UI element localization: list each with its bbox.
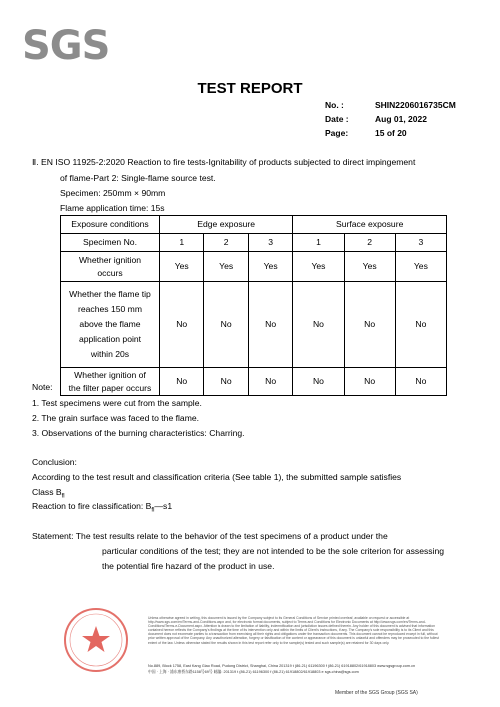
specimen-num: 1	[293, 234, 344, 252]
statement-line: particular conditions of the test; they are not intended to be the sole criterion for assessing	[102, 546, 445, 556]
specimen-num: 3	[395, 234, 446, 252]
section-heading: Ⅱ. EN ISO 11925-2:2020 Reaction to fire tests-Ignitability of products subjected to direct impingement	[32, 157, 416, 167]
report-meta	[325, 98, 456, 140]
footer-address-cn: 中国 · 上海 · 浦东康桥东路1158号69号 邮编: 201319 t (86-21) 61196300 f (86-21) 61918802/61918803 e sgs.china@sgs.com	[148, 670, 359, 674]
page-title: TEST REPORT	[197, 80, 303, 97]
footer-address-en: No.889, Block 1758, East Kang Giao Road, Pudong District, Shanghai, China 201319 t (86-21) 61196300 f (86-21) 61918802/61918803 www.sgsgroup.com.cn	[148, 664, 416, 668]
footer-member: Member of the SGS Group (SGS SA)	[335, 690, 418, 696]
note-item: 2. The grain surface was faced to the flame.	[32, 413, 200, 423]
header-surface: Surface exposure	[293, 216, 447, 234]
header-edge: Edge exposure	[160, 216, 293, 234]
row-label-flame-tip: Whether the flame tip reaches 150 mm above the flame application point within 20s	[61, 282, 160, 368]
header-conditions: Exposure conditions	[61, 216, 160, 234]
table-cell: No	[293, 368, 344, 396]
row-label-filter-paper: Whether ignition of the filter paper occurs	[61, 368, 160, 396]
conclusion-title: Conclusion:	[32, 457, 77, 467]
specimen-num: 1	[160, 234, 204, 252]
report-date-value: Aug 01, 2022	[375, 114, 427, 124]
note-item: 3. Observations of the burning characteristics: Charring.	[32, 428, 245, 438]
table-cell: No	[344, 368, 395, 396]
table-row	[61, 282, 447, 368]
statement-line: Statement: The test results relate to the behavior of the test specimens of a product under the	[32, 531, 388, 541]
table-cell: No	[248, 282, 292, 368]
conclusion-class: Class $B_{fl}$	[32, 487, 65, 500]
table-cell: No	[160, 282, 204, 368]
table-row	[61, 252, 447, 282]
table-cell: No	[344, 282, 395, 368]
section-heading-cont: of flame-Part 2: Single-flame source test.	[60, 173, 216, 183]
table-cell: No	[204, 368, 248, 396]
sgs-logo: SGS	[22, 23, 110, 69]
table-row	[61, 368, 447, 396]
reaction-classification: Reaction to fire classification: $B_{fl}—s1$	[32, 501, 173, 514]
report-date-label: Date :	[325, 114, 349, 124]
row-label-ignition: Whether ignition occurs	[61, 252, 160, 282]
header-specimen-no: Specimen No.	[61, 234, 160, 252]
table-cell: Yes	[344, 252, 395, 282]
table-cell: Yes	[248, 252, 292, 282]
specimen-num: 2	[204, 234, 248, 252]
table-cell: Yes	[293, 252, 344, 282]
specimen-num: 3	[248, 234, 292, 252]
table-cell: No	[204, 282, 248, 368]
table-cell: No	[160, 368, 204, 396]
table-cell: No	[293, 282, 344, 368]
table-cell: Yes	[395, 252, 446, 282]
statement	[32, 529, 444, 574]
footer-fine-print: Unless otherwise agreed in writing, this document is issued by the Company subject to its General Conditions of Service printed overleaf, available on request or accessible at http://www.sgs.com/en/Terms-and-Conditions.aspx and, for electronic format documents, subject to Terms and Conditions for Electronic Documents at http://www.sgs.com/en/Terms-and-Conditions/Terms-e-Document.aspx. Attention is drawn to the limitation of liability, indemnification and jurisdiction issues defined therein. Any holder of this document is advised that information contained hereon reflects the Company's findings at the time of its intervention only and within the limits of Client's instructions, if any. The Company's sole responsibility is to its Client and this document does not exonerate parties to a transaction from exercising all their rights and obligations under the transaction documents. This document cannot be reproduced except in full, without prior written approval of the Company. Any unauthorized alteration, forgery or falsification of the content or appearance of this document is unlawful and offenders may be prosecuted to the fullest extent of the law. Unless otherwise stated the results shown in this test report refer only to the sample(s) tested and such sample(s) are retained for 30 days only.	[148, 616, 439, 645]
table-cell: Yes	[204, 252, 248, 282]
statement-line: the potential fire hazard of the product in use.	[102, 561, 275, 571]
flame-time: Flame application time: 15s	[60, 203, 165, 213]
table-cell: No	[395, 282, 446, 368]
table-cell: No	[248, 368, 292, 396]
table-cell: No	[395, 368, 446, 396]
report-no-label: No. :	[325, 100, 344, 110]
conclusion-text: According to the test result and classification criteria (See table 1), the submitted sample satisfies	[32, 472, 402, 482]
report-page-label: Page:	[325, 128, 349, 138]
report-page-value: 15 of 20	[375, 128, 407, 138]
seal-stamp-icon	[62, 606, 130, 674]
report-no-value: SHIN2206016735CM	[375, 100, 456, 110]
specimen-num: 2	[344, 234, 395, 252]
table-cell: Yes	[160, 252, 204, 282]
notes-title: Note:	[32, 382, 53, 392]
results-table	[60, 215, 447, 396]
note-item: 1. Test specimens were cut from the sample.	[32, 398, 202, 408]
specimen-size: Specimen: 250mm × 90mm	[60, 188, 166, 198]
